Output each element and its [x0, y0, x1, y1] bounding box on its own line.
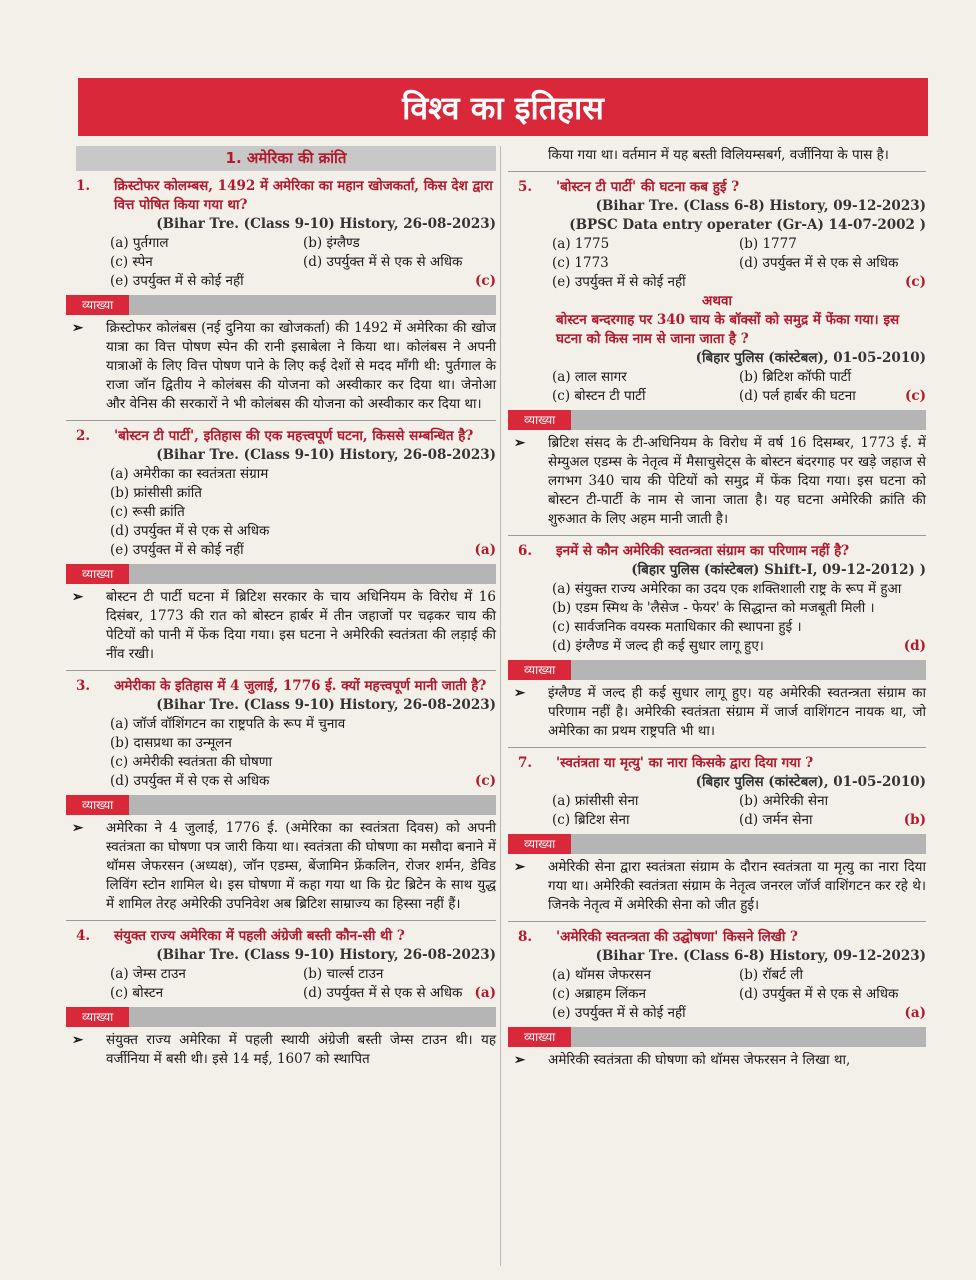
question-number: 7.	[518, 755, 533, 771]
option: (c) ब्रिटिश सेना	[552, 812, 630, 828]
explanation-tag: व्याख्या	[508, 1027, 926, 1047]
question-source: (बिहार पुलिस (कांस्टेबल), 01-05-2010)	[695, 350, 926, 366]
question-number: 4.	[76, 928, 91, 944]
option: (d) उपर्युक्त में से एक से अधिक	[303, 985, 463, 1001]
question-source: (Bihar Tre. (Class 9-10) History, 26-08-2023)	[156, 947, 496, 963]
arrow-icon: ➢	[72, 1032, 84, 1048]
answer: (d)	[903, 638, 926, 654]
arrow-icon: ➢	[72, 820, 84, 836]
question-2	[66, 427, 496, 664]
question-text: 'बोस्टन टी पार्टी' की घटना कब हुई ?	[556, 179, 740, 195]
option: (a) 1775	[552, 236, 610, 252]
option: (c) बोस्टन	[110, 985, 164, 1001]
answer: (a)	[474, 542, 496, 558]
option: (a) जेम्स टाउन	[110, 966, 186, 982]
question-text: 'बोस्टन टी पार्टी', इतिहास की एक महत्त्वपूर्ण घटना, किससे सम्बन्धित है?	[114, 428, 474, 444]
question-number: 6.	[518, 543, 533, 559]
option: (e) उपर्युक्त में से कोई नहीं	[552, 274, 686, 290]
option: (e) उपर्युक्त में से कोई नहीं	[552, 1005, 686, 1021]
answer: (b)	[903, 812, 926, 828]
arrow-icon: ➢	[72, 320, 84, 336]
arrow-icon: ➢	[514, 1052, 526, 1068]
explanation: बोस्टन टी पार्टी घटना में ब्रिटिश सरकार के चाय अधिनियम के विरोध में 16 दिसंबर, 1773 की रात को बोस्टन हार्बर में तीन जहाजों पर चढ़कर चाय की पेटियों को पानी में फेंक दिया गया। इस घटना ने अमेरिकी स्वतंत्रता की लड़ाई की नींव रखी।	[106, 589, 496, 662]
option: (e) उपर्युक्त में से कोई नहीं	[110, 542, 244, 558]
divider	[508, 921, 926, 922]
explanation-continued: किया गया था। वर्तमान में यह बस्ती विलियम्सबर्ग, वर्जीनिया के पास है।	[548, 147, 889, 163]
divider	[66, 920, 496, 921]
option: (b) एडम स्मिथ के 'लैसेज - फेयर' के सिद्धान्त को मजबूती मिली ।	[552, 600, 875, 616]
option: (a) जॉर्ज वॉशिंगटन का राष्ट्रपति के रूप में चुनाव	[110, 716, 346, 732]
question-source: (बिहार पुलिस (कांस्टेबल), 01-05-2010)	[695, 774, 926, 790]
option: (c) रूसी क्रांति	[110, 504, 185, 520]
question-number: 8.	[518, 929, 533, 945]
option: (b) इंग्लैण्ड	[303, 235, 360, 251]
option: (d) उपर्युक्त में से एक से अधिक	[739, 986, 899, 1002]
or-label: अथवा	[702, 293, 732, 309]
divider	[508, 535, 926, 536]
question-source: (बिहार पुलिस (कांस्टेबल) Shift-I, 09-12-2012) )	[631, 562, 926, 578]
question-6	[508, 542, 926, 741]
answer: (c)	[905, 388, 926, 404]
question-text: 'स्वतंत्रता या मृत्यु' का नारा किसके द्वारा दिया गया ?	[556, 755, 814, 771]
option: (d) उपर्युक्त में से एक से अधिक	[110, 523, 270, 539]
option: (a) पुर्तगाल	[110, 235, 169, 251]
explanation: ब्रिटिश संसद के टी-अधिनियम के विरोध में वर्ष 16 दिसम्बर, 1773 ई. में सेम्युअल एडम्स के नेतृत्व में मैसाचुसेट्स के बोस्टन बंदरगाह पर खड़े जहाज से लगभग 340 चाय की पेटियों को समुद्र में फेंक दिया गया। इस घटना को बोस्टन टी-पार्टी के नाम से जाना जाता है। यह घटना अमेरिकी क्रांति की शुरुआत के लिए अहम मानी जाती है।	[548, 435, 926, 527]
question-source: (Bihar Tre. (Class 6-8) History, 09-12-2023)	[595, 198, 926, 214]
explanation: अमेरिका ने 4 जुलाई, 1776 ई. (अमेरिका का स्वतंत्रता दिवस) को अपनी स्वतंत्रता का घोषणा पत्र जारी किया था। स्वतंत्रता की घोषणा का मसौदा बनाने में थॉमस जेफरसन (अध्यक्ष), जॉन एडम्स, बेंजामिन फ्रेंकलिन, रोजर शर्मन, डेविड लिविंग स्टोन शामिल थे। इस घोषणा में कहा गया था कि ग्रेट ब्रिटेन के साथ युद्ध में शामिल तेरह अमेरिकी उपनिवेश अब ब्रिटिश साम्राज्य का हिस्सा नहीं हैं।	[106, 820, 496, 912]
divider	[508, 747, 926, 748]
option: (c) 1773	[552, 255, 609, 271]
option: (d) उपर्युक्त में से एक से अधिक	[110, 773, 270, 789]
question-7	[508, 754, 926, 915]
option: (b) दासप्रथा का उन्मूलन	[110, 735, 232, 751]
explanation: इंग्लैण्ड में जल्द ही कई सुधार लागू हुए। यह अमेरिकी स्वतन्त्रता संग्राम का परिणाम नहीं है। अमेरिकी स्वतंत्रता संग्राम में जार्ज वाशिंगटन नायक था, जो अमेरिका का प्रथम राष्ट्रपति भी था।	[548, 685, 926, 739]
question-number: 3.	[76, 678, 91, 694]
explanation: अमेरिकी सेना द्वारा स्वतंत्रता संग्राम के दौरान स्वतंत्रता या मृत्यु का नारा दिया गया था। अमेरिकी स्वतंत्रता संग्राम के नेतृत्व जनरल जॉर्ज वाशिंगटन कर रहे थे। जिनके नेतृत्व में अमेरिकी सेना को जीत हुई।	[548, 859, 926, 913]
question-text: 'अमेरिकी स्वतन्त्रता की उद्घोषणा' किसने लिखी ?	[556, 929, 798, 945]
explanation-tag: व्याख्या	[508, 834, 926, 854]
option: (d) जर्मन सेना	[739, 812, 813, 828]
answer: (c)	[905, 274, 926, 290]
question-source: (Bihar Tre. (Class 9-10) History, 26-08-2023)	[156, 697, 496, 713]
question-3	[66, 677, 496, 914]
arrow-icon: ➢	[72, 589, 84, 605]
question-source: (Bihar Tre. (Class 9-10) History, 26-08-2023)	[156, 216, 496, 232]
explanation-tag: व्याख्या	[508, 410, 926, 430]
answer: (c)	[475, 273, 496, 289]
option: (e) उपर्युक्त में से कोई नहीं	[110, 273, 244, 289]
question-source: (Bihar Tre. (Class 9-10) History, 26-08-2023)	[156, 447, 496, 463]
divider	[508, 171, 926, 172]
option: (c) सार्वजनिक वयस्क मताधिकार की स्थापना हुई ।	[552, 619, 802, 635]
answer: (c)	[475, 773, 496, 789]
divider	[66, 420, 496, 421]
explanation: क्रिस्टोफर कोलंबस (नई दुनिया का खोजकर्ता) की 1492 में अमेरिका की खोज यात्रा का वित्त पोषण स्पेन की रानी इसाबेला ने किया था। कोलंबस ने अपनी यात्राओं के लिए वित्त पोषण पाने के लिए कई देशों से मदद माँगी थी: पुर्तगाल के राजा जॉन द्वितीय ने कोलंबस की योजना को अस्वीकार कर दिया था। जेनोआ और वेनिस की सरकारों ने भी कोलंबस की योजना को अस्वीकार कर दिया था।	[106, 320, 496, 412]
option: (b) ब्रिटिश कॉफी पार्टी	[739, 369, 851, 385]
option: (d) उपर्युक्त में से एक से अधिक	[303, 254, 463, 270]
arrow-icon: ➢	[514, 435, 526, 451]
arrow-icon: ➢	[514, 859, 526, 875]
explanation: अमेरिकी स्वतंत्रता की घोषणा को थॉमस जेफरसन ने लिखा था,	[548, 1052, 851, 1068]
question-text: क्रिस्टोफर कोलम्बस, 1492 में अमेरिका का महान खोजकर्ता, किस देश द्वारा वित्त पोषित किया गया था?	[114, 178, 493, 213]
page-title: विश्व का इतिहास	[78, 78, 928, 136]
explanation-tag: व्याख्या	[66, 295, 496, 315]
option: (c) अब्राहम लिंकन	[552, 986, 646, 1002]
column-divider	[500, 146, 501, 1266]
section-title: 1. अमेरिका की क्रांति	[76, 146, 496, 171]
right-column	[508, 146, 926, 1070]
option: (a) फ्रांसीसी सेना	[552, 793, 639, 809]
question-4	[66, 927, 496, 1069]
option: (a) संयुक्त राज्य अमेरिका का उदय एक शक्तिशाली राष्ट्र के रूप में हुआ	[552, 581, 902, 597]
option: (a) अमेरीका का स्वतंत्रता संग्राम	[110, 466, 269, 482]
question-5	[508, 178, 926, 529]
question-number: 5.	[518, 179, 533, 195]
question-source: (BPSC Data entry operater (Gr-A) 14-07-2002 )	[569, 217, 926, 233]
option: (c) अमेरीकी स्वतंत्रता की घोषणा	[110, 754, 273, 770]
answer: (a)	[904, 1005, 926, 1021]
question-number: 2.	[76, 428, 91, 444]
left-column	[66, 146, 496, 1069]
option: (b) फ्रांसीसी क्रांति	[110, 485, 202, 501]
explanation: संयुक्त राज्य अमेरिका में पहली स्थायी अंग्रेजी बस्ती जेम्स टाउन थी। यह वर्जीनिया में बसी थी। इसे 14 मई, 1607 को स्थापित	[106, 1032, 496, 1067]
divider	[66, 670, 496, 671]
question-source: (Bihar Tre. (Class 6-8) History, 09-12-2023)	[595, 948, 926, 964]
explanation-tag: व्याख्या	[508, 660, 926, 680]
question-text: अमेरीका के इतिहास में 4 जुलाई, 1776 ई. क्यों महत्त्वपूर्ण मानी जाती है?	[114, 678, 487, 694]
option: (d) उपर्युक्त में से एक से अधिक	[739, 255, 899, 271]
question-text: संयुक्त राज्य अमेरिका में पहली अंग्रेजी बस्ती कौन-सी थी ?	[114, 928, 405, 944]
question-text: बोस्टन बन्दरगाह पर 340 चाय के बॉक्सों को समुद्र में फेंका गया। इस घटना को किस नाम से जाना जाता है ?	[556, 312, 900, 347]
question-8	[508, 928, 926, 1070]
option: (b) अमेरिकी सेना	[739, 793, 829, 809]
option: (b) चार्ल्स टाउन	[303, 966, 384, 982]
question-1	[66, 177, 496, 414]
option: (d) इंग्लैण्ड में जल्द ही कई सुधार लागू हुए।	[552, 638, 764, 654]
option: (c) बोस्टन टी पार्टी	[552, 388, 646, 404]
question-number: 1.	[76, 178, 91, 194]
explanation-tag: व्याख्या	[66, 1007, 496, 1027]
option: (b) 1777	[739, 236, 797, 252]
option: (b) रॉबर्ट ली	[739, 967, 803, 983]
explanation-tag: व्याख्या	[66, 564, 496, 584]
question-text: इनमें से कौन अमेरिकी स्वतन्त्रता संग्राम का परिणाम नहीं है?	[556, 543, 850, 559]
option: (a) थॉमस जेफरसन	[552, 967, 652, 983]
option: (c) स्पेन	[110, 254, 153, 270]
arrow-icon: ➢	[514, 685, 526, 701]
explanation-tag: व्याख्या	[66, 795, 496, 815]
answer: (a)	[474, 985, 496, 1001]
option: (d) पर्ल हार्बर की घटना	[739, 388, 856, 404]
option: (a) लाल सागर	[552, 369, 627, 385]
